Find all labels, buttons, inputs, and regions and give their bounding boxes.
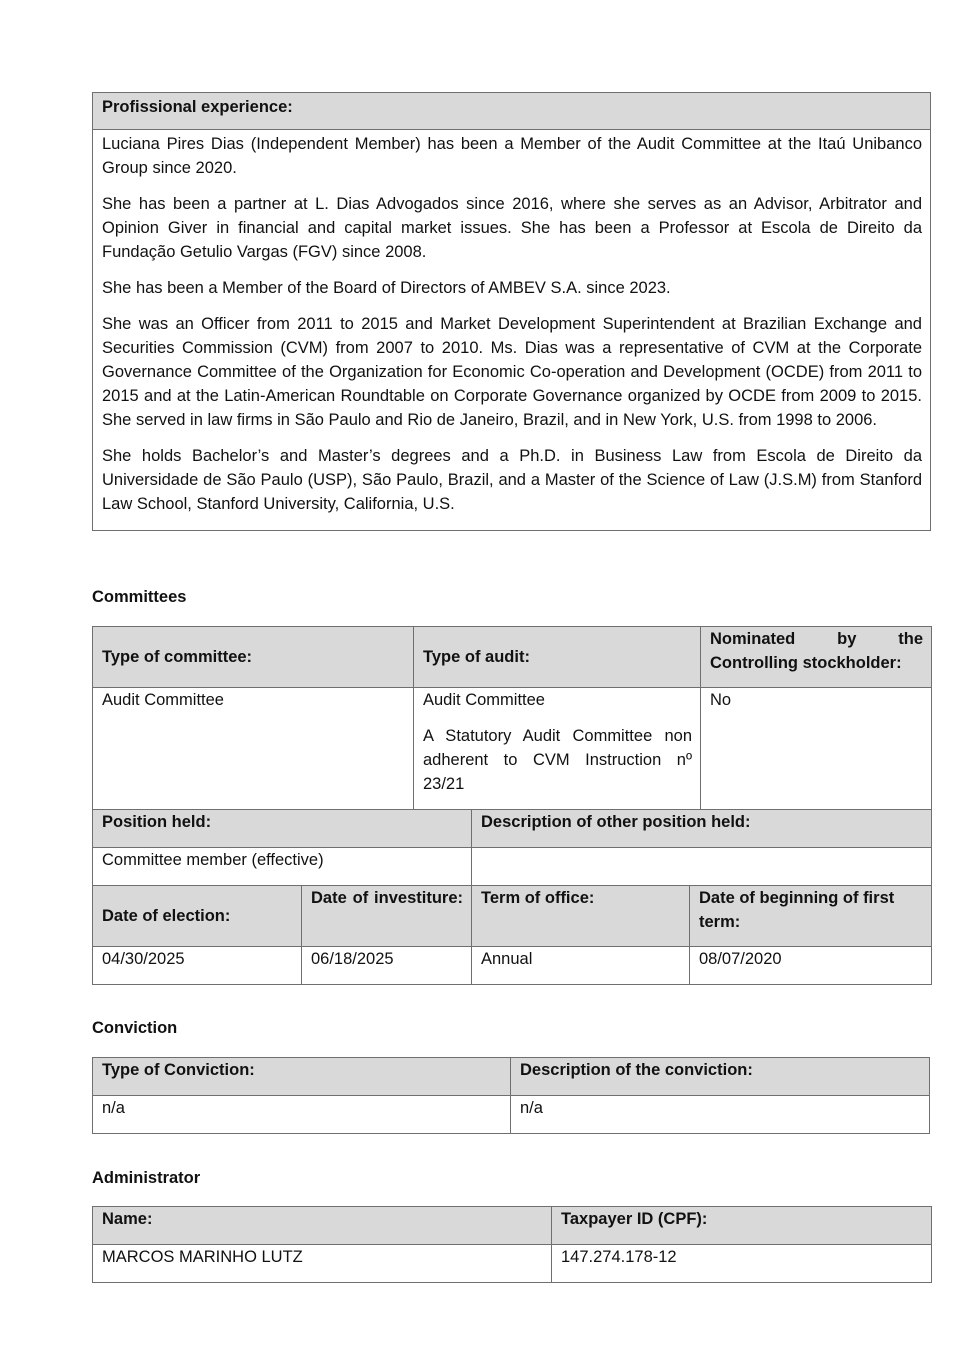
administrator-name-label: Name: bbox=[93, 1207, 552, 1245]
conviction-type-value: n/a bbox=[93, 1096, 511, 1134]
other-position-label: Description of other position held: bbox=[472, 810, 932, 848]
committees-table-top bbox=[92, 626, 932, 810]
experience-paragraph: She has been a partner at L. Dias Advogados since 2016, where she serves as an Advisor, Arbitrator and Opinion Giver in financial and capital market issues. She has been a Professor at Escola de Direito da Fundação Getulio Vargas (FGV) since 2008. bbox=[102, 195, 922, 261]
nominated-value: No bbox=[701, 688, 932, 810]
experience-header: Profissional experience: bbox=[93, 93, 931, 130]
committees-table-bottom bbox=[92, 809, 932, 985]
experience-paragraph: She has been a Member of the Board of Directors of AMBEV S.A. since 2023. bbox=[102, 279, 671, 297]
date-of-investiture-value: 06/18/2025 bbox=[302, 947, 472, 985]
conviction-title: Conviction bbox=[92, 1019, 178, 1037]
experience-box bbox=[92, 92, 931, 531]
type-of-audit-cell bbox=[414, 688, 701, 810]
conviction-description-label: Description of the conviction: bbox=[511, 1058, 930, 1096]
nominated-label: Nominated by the Controlling stockholder: bbox=[701, 627, 932, 688]
type-of-committee-label: Type of committee: bbox=[93, 627, 414, 688]
administrator-table bbox=[92, 1206, 932, 1283]
committees-title: Committees bbox=[92, 588, 187, 606]
date-of-investiture-label bbox=[302, 886, 472, 947]
date-of-investiture-text: Date of investiture: bbox=[311, 889, 463, 907]
conviction-description-value: n/a bbox=[511, 1096, 930, 1134]
first-term-label: Date of beginning of first term: bbox=[690, 886, 932, 947]
administrator-box bbox=[92, 1206, 931, 1283]
type-of-audit-detail: A Statutory Audit Committee non adherent to CVM Instruction nº 23/21 bbox=[423, 727, 692, 793]
term-of-office-label: Term of office: bbox=[472, 886, 690, 947]
type-of-committee-value: Audit Committee bbox=[93, 688, 414, 810]
other-position-value bbox=[472, 848, 932, 886]
date-of-election-value: 04/30/2025 bbox=[93, 947, 302, 985]
conviction-table bbox=[92, 1057, 930, 1134]
conviction-type-label: Type of Conviction: bbox=[93, 1058, 511, 1096]
administrator-name-value: MARCOS MARINHO LUTZ bbox=[93, 1245, 552, 1283]
experience-body bbox=[93, 130, 931, 531]
conviction-box bbox=[92, 1057, 929, 1134]
administrator-cpf-value: 147.274.178-12 bbox=[552, 1245, 932, 1283]
committees-box bbox=[92, 626, 931, 985]
date-of-election-label: Date of election: bbox=[93, 886, 302, 947]
type-of-audit-value: Audit Committee bbox=[423, 691, 545, 709]
position-held-value: Committee member (effective) bbox=[93, 848, 472, 886]
position-held-label: Position held: bbox=[93, 810, 472, 848]
administrator-cpf-label: Taxpayer ID (CPF): bbox=[552, 1207, 932, 1245]
administrator-title: Administrator bbox=[92, 1169, 201, 1187]
experience-table bbox=[92, 92, 931, 531]
first-term-value: 08/07/2020 bbox=[690, 947, 932, 985]
experience-paragraph: Luciana Pires Dias (Independent Member) has been a Member of the Audit Committee at the Itaú Unibanco Group since 2020. bbox=[102, 135, 922, 177]
type-of-audit-label: Type of audit: bbox=[414, 627, 701, 688]
term-of-office-value: Annual bbox=[472, 947, 690, 985]
experience-paragraph: She was an Officer from 2011 to 2015 and Market Development Superintendent at Brazilian Exchange and Securities Commission (CVM) from 2007 to 2010. Ms. Dias was a representative of CVM at the Corporate Governance Committee of the Organization for Economic Co-operation and Development (OCDE) from 2011 to 2015 and at the Latin-American Roundtable on Corporate Governance organized by OCDE from 2009 to 2015. She served in law firms in São Paulo and Rio de Janeiro, Brazil, and in New York, U.S. from 1998 to 2006. bbox=[102, 315, 922, 429]
experience-paragraph: She holds Bachelor’s and Master’s degrees and a Ph.D. in Business Law from Escola de Direito da Universidade de São Paulo (USP), São Paulo, Brazil, and a Master of the Science of Law (J.S.M) from Stanford Law School, Stanford University, California, U.S. bbox=[102, 447, 922, 513]
